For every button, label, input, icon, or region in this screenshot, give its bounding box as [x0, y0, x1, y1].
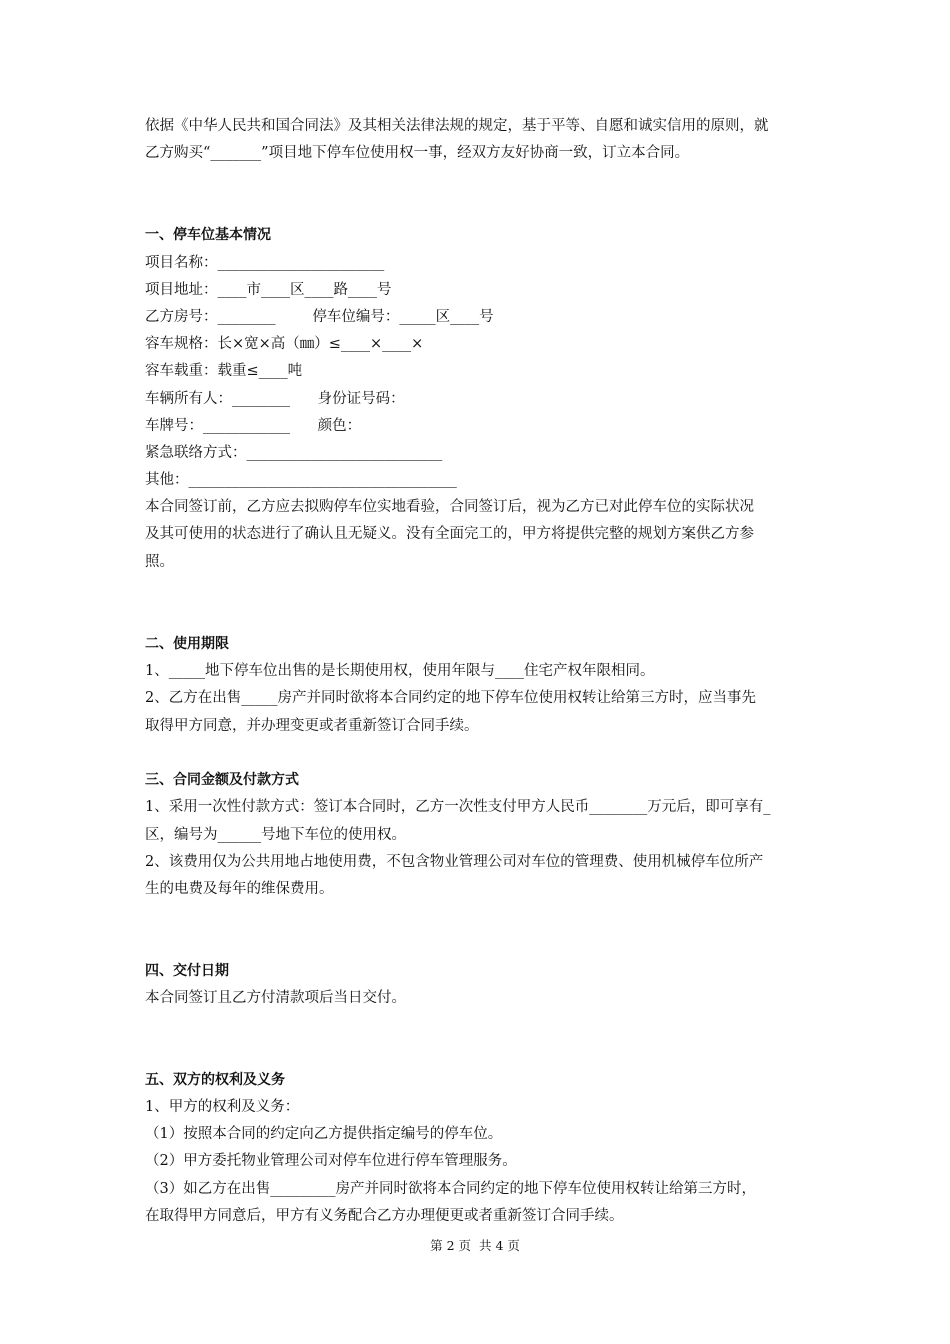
section-5-line-1: 1、甲方的权利及义务： — [145, 1099, 300, 1115]
page-number-footer: 第 2 页 共 4 页 — [430, 1238, 520, 1253]
section-2-line-1: 1、_____地下停车位出售的是长期使用权，使用年限与____住宅产权年限相同。 — [145, 663, 655, 679]
field-project-name: 项目名称：_______________________ — [145, 255, 385, 271]
field-vehicle-load: 容车载重：载重≤____吨 — [145, 363, 303, 379]
section-5-line-3: （2）甲方委托物业管理公司对停车位进行停车管理服务。 — [145, 1153, 517, 1169]
section-4-heading: 四、交付日期 — [145, 963, 229, 979]
section-5-line-2: （1）按照本合同的约定向乙方提供指定编号的停车位。 — [145, 1126, 503, 1142]
section-4-line-1: 本合同签订且乙方付清款项后当日交付。 — [145, 990, 406, 1006]
intro-line-1: 依据《中华人民共和国合同法》及其相关法律法规的规定，基于平等、自愿和诚实信用的原则，就 — [145, 118, 769, 134]
section-1-para-line-3: 照。 — [145, 554, 174, 570]
section-2-line-2: 2、乙方在出售_____房产并同时欲将本合同约定的地下停车位使用权转让给第三方时，应当事先 — [145, 690, 756, 706]
field-room-number: 乙方房号：________ 停车位编号：_____区____号 — [145, 309, 494, 325]
field-project-address: 项目地址：____市____区____路____号 — [145, 282, 392, 298]
field-other: 其他：_____________________________________ — [145, 472, 457, 488]
section-5-line-4: （3）如乙方在出售_________房产并同时欲将本合同约定的地下停车位使用权转让给第三方时， — [145, 1181, 756, 1197]
intro-line-2: 乙方购买“_______”项目地下停车位使用权一事，经双方友好协商一致，订立本合同。 — [145, 145, 690, 161]
field-plate-number: 车牌号：____________ 颜色： — [145, 418, 362, 434]
section-5-heading: 五、双方的权利及义务 — [145, 1072, 285, 1088]
section-3-line-2: 区，编号为______号地下车位的使用权。 — [145, 827, 406, 843]
section-3-line-1: 1、采用一次性付款方式：签订本合同时，乙方一次性支付甲方人民币________万元后，即可享有_ — [145, 799, 771, 815]
field-emergency-contact: 紧急联络方式：___________________________ — [145, 445, 443, 461]
section-3-line-4: 生的电费及每年的维保费用。 — [145, 881, 334, 897]
field-vehicle-size: 容车规格：长×宽×高（㎜）≤____×____× — [145, 336, 424, 352]
section-2-heading: 二、使用期限 — [145, 636, 229, 652]
field-vehicle-owner: 车辆所有人：________ 身份证号码： — [145, 391, 405, 407]
section-1-para-line-1: 本合同签订前，乙方应去拟购停车位实地看验，合同签订后，视为乙方已对此停车位的实际状况 — [145, 499, 754, 515]
section-2-line-3: 取得甲方同意，并办理变更或者重新签订合同手续。 — [145, 718, 479, 734]
section-5-line-5: 在取得甲方同意后，甲方有义务配合乙方办理便更或者重新签订合同手续。 — [145, 1208, 624, 1224]
section-3-heading: 三、合同金额及付款方式 — [145, 772, 299, 788]
section-1-para-line-2: 及其可使用的状态进行了确认且无疑义。没有全面完工的，甲方将提供完整的规划方案供乙方参 — [145, 526, 754, 542]
section-3-line-3: 2、该费用仅为公共用地占地使用费，不包含物业管理公司对车位的管理费、使用机械停车位所产 — [145, 854, 764, 870]
section-1-heading: 一、停车位基本情况 — [145, 227, 271, 243]
